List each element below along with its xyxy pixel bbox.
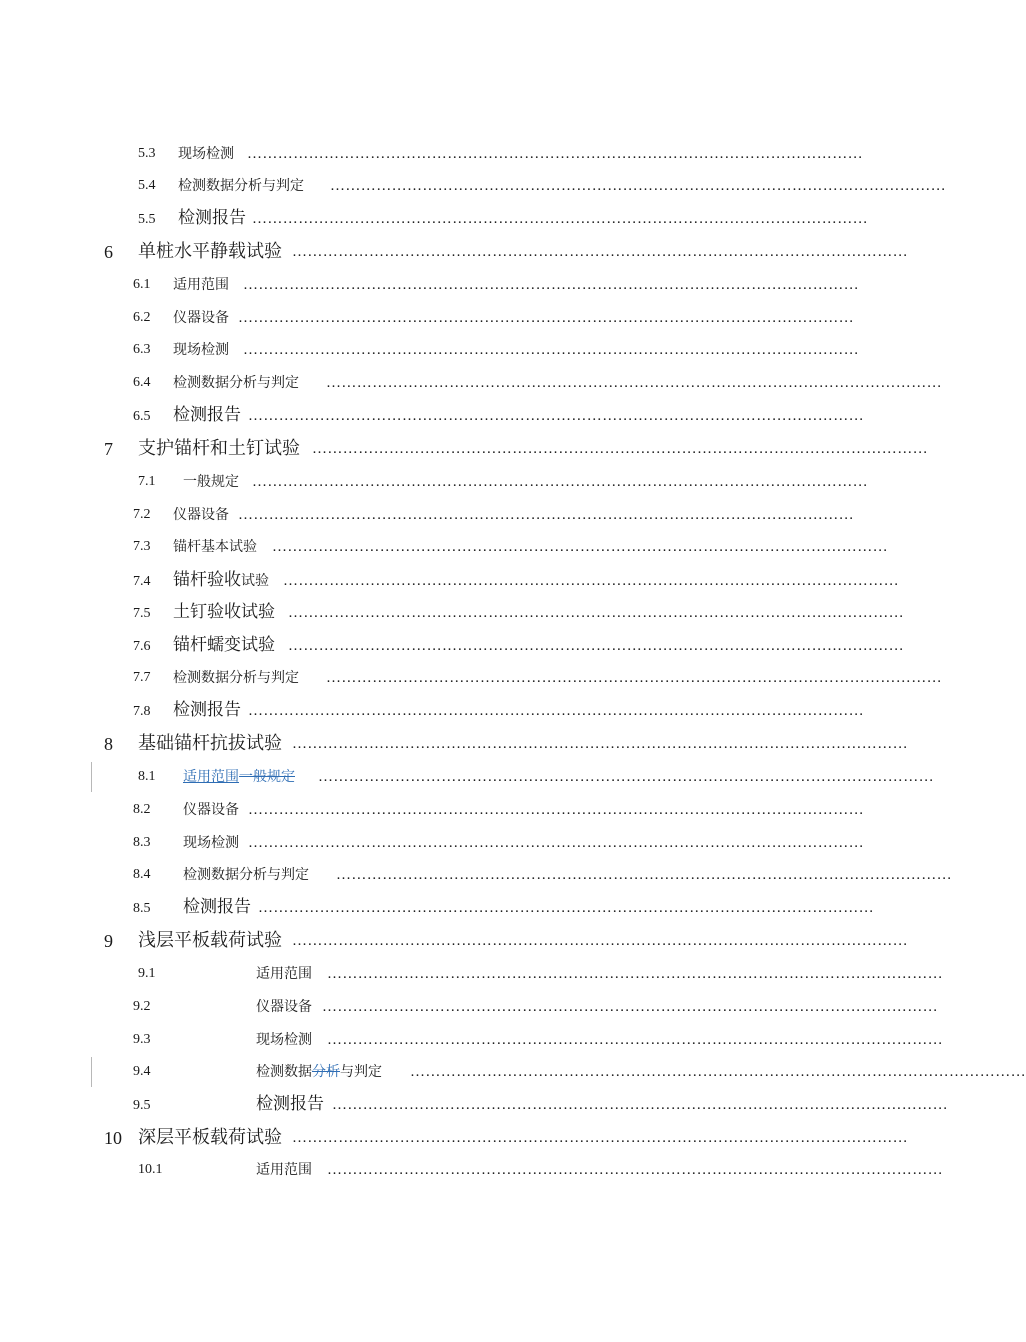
toc-leader-dots: ………………………………………………………………………………………………………… [410, 1064, 1026, 1080]
toc-leader-dots: ………………………………………………………………………………………………………… [248, 703, 864, 719]
toc-number: 7.5 [133, 606, 151, 621]
toc-title: 一般规定 [183, 474, 239, 490]
revision-deletion[interactable]: 分析 [312, 1064, 340, 1080]
toc-leader-dots: ………………………………………………………………………………………………………… [248, 802, 864, 818]
toc-leader-dots: ………………………………………………………………………………………………………… [292, 736, 908, 752]
toc-number: 7 [104, 439, 113, 459]
toc-number: 9.1 [138, 966, 156, 981]
toc-title: 仪器设备 [256, 999, 312, 1015]
toc-leader-dots: ………………………………………………………………………………………………………… [248, 835, 864, 851]
toc-number: 6.1 [133, 277, 151, 292]
toc-leader-dots: ………………………………………………………………………………………………………… [336, 867, 952, 883]
toc-leader-dots: ………………………………………………………………………………………………………… [327, 1162, 943, 1178]
toc-number: 7.3 [133, 539, 151, 554]
toc-number: 7.8 [133, 704, 151, 719]
toc-title: 检测数据分析与判定 [178, 178, 304, 194]
toc-number: 8.4 [133, 867, 151, 882]
toc-leader-dots: ………………………………………………………………………………………………………… [238, 507, 854, 523]
toc-number: 6 [104, 242, 113, 262]
toc-number: 8.2 [133, 802, 151, 817]
toc-number: 9.4 [133, 1064, 151, 1079]
toc-title: 浅层平板载荷试验 [138, 930, 282, 951]
toc-number: 9.5 [133, 1098, 151, 1113]
toc-title: 现场检测 [183, 835, 239, 851]
toc-title: 检测报告 [173, 405, 241, 425]
toc-leader-dots: ………………………………………………………………………………………………………… [283, 573, 899, 589]
toc-leader-dots: ………………………………………………………………………………………………………… [327, 966, 943, 982]
toc-title [183, 770, 295, 784]
toc-leader-dots: ………………………………………………………………………………………………………… [252, 211, 868, 227]
toc-title: 检测报告 [183, 897, 251, 917]
toc-leader-dots: ………………………………………………………………………………………………………… [292, 933, 908, 949]
revision-deletion[interactable]: 一般规定 [239, 769, 295, 785]
toc-title: 检测数据分析与判定 [173, 670, 299, 686]
toc-leader-dots: ………………………………………………………………………………………………………… [292, 1130, 908, 1146]
toc-title: 仪器设备 [173, 310, 229, 326]
revision-insertion[interactable]: 适用范围 [183, 769, 239, 785]
toc-number: 8.5 [133, 901, 151, 916]
toc-title: 检测数据分析与判定 [183, 867, 309, 883]
toc-number: 7.2 [133, 507, 151, 522]
toc-title: 仪器设备 [173, 507, 229, 523]
change-bar [91, 762, 92, 792]
toc-title: 检测报告 [256, 1094, 324, 1114]
toc-number: 5.5 [138, 212, 156, 227]
toc-leader-dots: ………………………………………………………………………………………………………… [288, 605, 904, 621]
toc-title: 检测报告 [173, 700, 241, 720]
toc-number: 6.3 [133, 342, 151, 357]
toc-title: 适用范围 [256, 966, 312, 982]
toc-number: 7.7 [133, 670, 151, 685]
toc-number: 6.4 [133, 375, 151, 390]
toc-title: 锚杆蠕变试验 [173, 635, 275, 655]
toc-leader-dots: ………………………………………………………………………………………………………… [312, 441, 928, 457]
toc-leader-dots: ………………………………………………………………………………………………………… [248, 408, 864, 424]
toc-number: 9.2 [133, 999, 151, 1014]
toc-title: 支护锚杆和土钉试验 [138, 438, 300, 459]
toc-leader-dots: ………………………………………………………………………………………………………… [252, 474, 868, 490]
toc-title: 锚杆基本试验 [173, 539, 257, 555]
toc-leader-dots: ………………………………………………………………………………………………………… [272, 539, 888, 555]
toc-number: 6.5 [133, 409, 151, 424]
toc-number: 10.1 [138, 1162, 163, 1177]
toc-title: 现场检测 [178, 146, 234, 162]
change-bar [91, 1057, 92, 1087]
toc-leader-dots: ………………………………………………………………………………………………………… [332, 1097, 948, 1113]
toc-number: 7.6 [133, 639, 151, 654]
toc-title-part: 检测数据 [256, 1064, 312, 1080]
toc-title: 现场检测 [256, 1032, 312, 1048]
toc-title: 单桩水平静载试验 [138, 241, 282, 262]
toc-leader-dots: ………………………………………………………………………………………………………… [322, 999, 938, 1015]
toc-leader-dots: ………………………………………………………………………………………………………… [247, 146, 863, 162]
toc-title: 适用范围 [173, 277, 229, 293]
toc-title-main: 锚杆验收 [173, 570, 241, 590]
toc-number: 10 [104, 1128, 122, 1148]
toc-number: 7.4 [133, 574, 151, 589]
toc-leader-dots: ………………………………………………………………………………………………………… [326, 375, 942, 391]
toc-leader-dots: ………………………………………………………………………………………………………… [327, 1032, 943, 1048]
toc-number: 8 [104, 734, 113, 754]
toc-title: 适用范围 [256, 1162, 312, 1178]
toc-title: 深层平板载荷试验 [138, 1127, 282, 1148]
toc-leader-dots: ………………………………………………………………………………………………………… [292, 244, 908, 260]
toc-leader-dots: ………………………………………………………………………………………………………… [238, 310, 854, 326]
toc-leader-dots: ………………………………………………………………………………………………………… [243, 342, 859, 358]
toc-title [256, 1065, 382, 1079]
toc-number: 5.3 [138, 146, 156, 161]
toc-title: 基础锚杆抗拔试验 [138, 733, 282, 754]
toc-number: 9 [104, 931, 113, 951]
toc-number: 8.3 [133, 835, 151, 850]
toc-leader-dots: ………………………………………………………………………………………………………… [288, 638, 904, 654]
toc-leader-dots: ………………………………………………………………………………………………………… [326, 670, 942, 686]
toc-title: 检测报告 [178, 208, 246, 228]
toc-number: 7.1 [138, 474, 156, 489]
toc-leader-dots: ………………………………………………………………………………………………………… [258, 900, 874, 916]
toc-number: 5.4 [138, 178, 156, 193]
toc-title [173, 572, 269, 589]
toc-number: 9.3 [133, 1032, 151, 1047]
toc-leader-dots: ………………………………………………………………………………………………………… [243, 277, 859, 293]
toc-title: 仪器设备 [183, 802, 239, 818]
toc-title-part: 与判定 [340, 1064, 382, 1080]
toc-leader-dots: ………………………………………………………………………………………………………… [318, 769, 934, 785]
toc-title: 现场检测 [173, 342, 229, 358]
toc-title: 土钉验收试验 [173, 602, 275, 622]
toc-number: 6.2 [133, 310, 151, 325]
toc-title-tail: 试验 [241, 573, 269, 589]
toc-title: 检测数据分析与判定 [173, 375, 299, 391]
toc-number: 8.1 [138, 769, 156, 784]
toc-leader-dots: ………………………………………………………………………………………………………… [330, 178, 946, 194]
